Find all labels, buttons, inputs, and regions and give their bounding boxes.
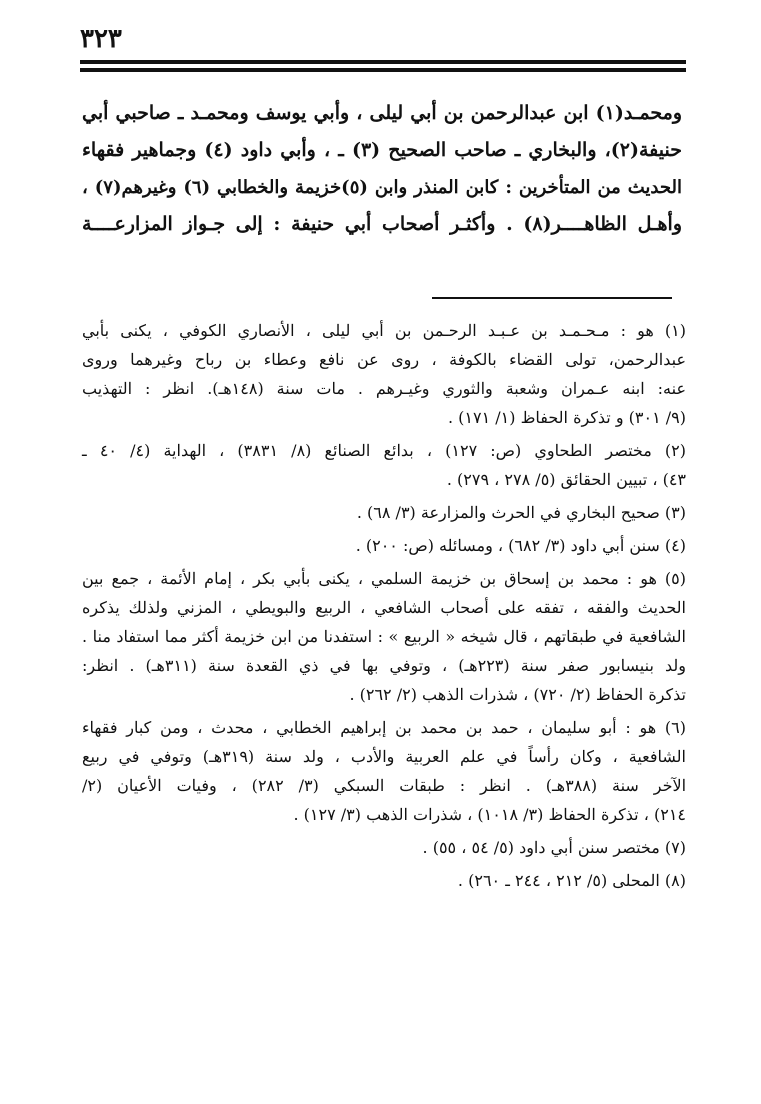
footnote-line: (٨) المحلى (٥/ ٢١٢ ، ٢٤٤ ـ ٢٦٠) .	[457, 871, 686, 890]
footnote-line: ٢١٤) ، تذكرة الحفاظ (٣/ ١٠١٨) ، شذرات الذهب (٣/ ١٢٧) .	[293, 805, 686, 824]
footnote-line: (٧) مختصر سنن أبي داود (٥/ ٥٤ ، ٥٥) .	[422, 838, 686, 857]
footnote-line: (١) هو : مـحـمـد بن عـبـد الرحـمن بن أبي ليلى ، الأنصاري الكوفي ، يكنى بأبي	[82, 321, 687, 340]
footnote-line: (٤) سنن أبي داود (٣/ ٦٨٢) ، ومسائله (ص: ٢٠٠) .	[355, 536, 686, 555]
footnote-line: (٣) صحيح البخاري في الحرث والمزارعة (٣/ ٦٨) .	[356, 503, 686, 522]
footnote-line: الآخر سنة (٣٨٨هـ) . انظر : طبقات السبكي (٣/ ٢٨٢) ، وفيات الأعيان (٢/	[82, 776, 687, 795]
footnote-line: عبدالرحمن، تولى القضاء بالكوفة ، روى عن نافع وعطاء بن رباح وغيرهما وروى	[82, 350, 686, 369]
footnote-8	[82, 866, 686, 895]
footnote-6	[82, 713, 686, 829]
footnote-line: (٦) هو : أبو سليمان ، حمد بن محمد بن إبراهيم الخطابي ، محدث ، ومن كبار فقهاء	[82, 718, 686, 737]
footnote-line: ولد بنيسابور صفر سنة (٢٢٣هـ) ، وتوفي بها في ذي القعدة سنة (٣١١هـ) . انظر:	[82, 656, 686, 675]
footnotes	[82, 316, 686, 899]
footnote-5	[82, 564, 686, 709]
footnote-4	[82, 531, 686, 560]
main-text-line: الحديث من المتأخرين : كابن المنذر وابن (٥)خزيمة والخطابي (٦) وغيرهم(٧) ،	[82, 177, 682, 198]
footnote-line: الشافعية في طبقاتهم ، قال شيخه « الربيع » : استفدنا من ابن خزيمة أكثر مما استفاد منا .	[82, 627, 686, 646]
header-rule-bottom	[80, 68, 686, 72]
footnote-line: ٤٣) ، تبيين الحقائق (٥/ ٢٧٨ ، ٢٧٩) .	[446, 470, 686, 489]
main-text	[82, 95, 682, 243]
footnote-line: (٩/ ٣٠١) و تذكرة الحفاظ (١/ ١٧١) .	[447, 408, 686, 427]
footnote-1	[82, 316, 686, 432]
page-number: ٣٢٣	[80, 24, 122, 54]
footnote-line: (٢) مختصر الطحاوي (ص: ١٢٧) ، بدائع الصنائع (٨/ ٣٨٣١) ، الهداية (٤/ ٤٠ ـ	[82, 441, 687, 460]
footnote-line: عنه: ابنه عـمران وشعبة والثوري وغيـرهم . مات سنة (١٤٨هـ). انظر : التهذيب	[82, 379, 687, 398]
footnote-separator	[432, 297, 672, 299]
footnote-3	[82, 498, 686, 527]
footnote-line: (٥) هو : محمد بن إسحاق بن خزيمة السلمي ، يكنى بأبي بكر ، إمام الأئمة ، جمع بين	[82, 569, 686, 588]
footnote-2	[82, 436, 686, 494]
main-text-line: حنيفة(٢)، والبخاري ـ صاحب الصحيح (٣) ـ ، وأبي داود (٤) وجماهير فقهاء	[82, 139, 682, 161]
main-text-line: وأهـل الظاهــــر(٨) . وأكثـر أصحاب أبي حنيفة : إلى جـواز المزارعــــة	[82, 213, 682, 235]
footnote-line: تذكرة الحفاظ (٢/ ٧٢٠) ، شذرات الذهب (٢/ ٢٦٢) .	[349, 685, 686, 704]
header-rule-top	[80, 60, 686, 64]
footnote-line: الشافعية ، وكان رأساً في علم العربية والأدب ، ولد سنة (٣١٩هـ) وتوفي في ربيع	[82, 747, 687, 766]
footnote-7	[82, 833, 686, 862]
footnote-line: الحديث والفقه ، تفقه على أصحاب الشافعي ، الربيع والبويطي ، المزني ولذلك يذكره	[82, 598, 686, 617]
main-text-line: ومحمـد(١) ابن عبدالرحمن بن أبي ليلى ، وأبي يوسف ومحمـد ـ صاحبي أبي	[82, 102, 682, 124]
